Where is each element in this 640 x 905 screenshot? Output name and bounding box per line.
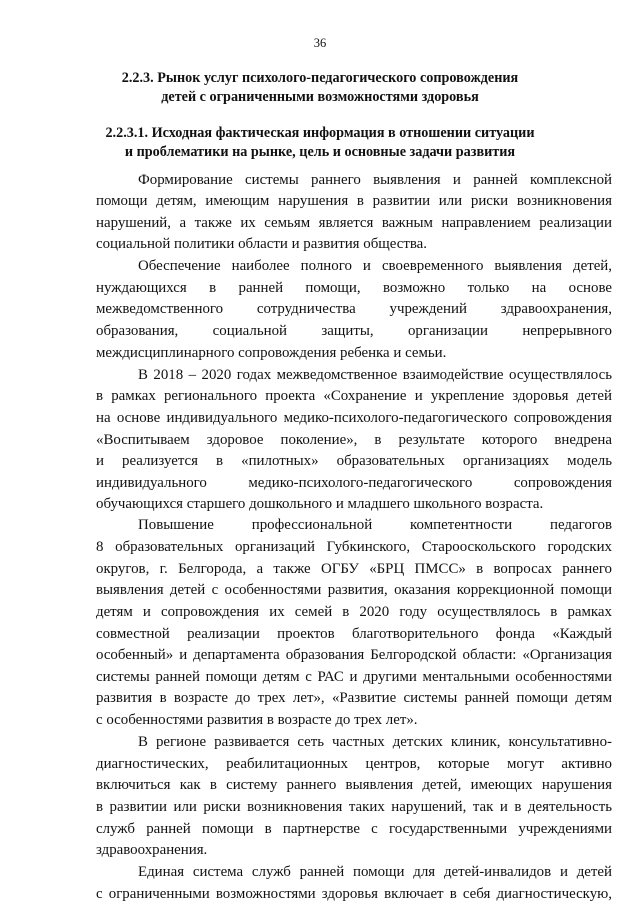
text-line: индивидуального медико-психолого-педагогического сопровождения xyxy=(96,475,612,491)
text-line: Формирование системы раннего выявления и ранней комплексной xyxy=(138,172,612,188)
text-line: здравоохранения. xyxy=(96,842,208,858)
page-number: 36 xyxy=(313,36,327,50)
text-line: Повышение профессиональной компетентности педагогов xyxy=(138,517,612,533)
text-line: округов, г. Белгорода, а также ОГБУ «БРЦ ПМСС» в вопросах раннего xyxy=(96,561,612,577)
text-line: межведомственного сотрудничества учреждений здравоохранения, xyxy=(96,301,612,317)
subsection-heading-line-2: и проблематики на рынке, цель и основные задачи развития xyxy=(124,144,516,160)
text-line: с ограниченными возможностями здоровья включает в себя диагностическую, xyxy=(96,886,612,902)
text-line: Обеспечение наиболее полного и своевременного выявления детей, xyxy=(138,258,612,274)
text-line: на основе индивидуального медико-психолого-педагогического сопровождения xyxy=(96,410,612,426)
text-line: Единая система служб ранней помощи для детей-инвалидов и детей xyxy=(138,864,612,880)
text-line: диагностических, реабилитационных центров, которые могут активно xyxy=(96,756,612,772)
text-line: В 2018 – 2020 годах межведомственное взаимодействие осуществлялось xyxy=(138,367,612,383)
text-line: выявления детей с особенностями развития, оказания коррекционной помощи xyxy=(96,582,612,598)
text-line: системы ранней помощи детям с РАС и другими ментальными особенностями xyxy=(96,669,612,685)
text-line: служб ранней помощи в партнерстве с государственными учреждениями xyxy=(96,821,612,837)
subsection-heading xyxy=(80,124,560,162)
text-line: развития в возрасте до трех лет», «Развитие системы ранней помощи детям xyxy=(96,690,612,706)
text-line: В регионе развивается сеть частных детских клиник, консультативно- xyxy=(138,734,612,750)
text-line: помощи детям, имеющим нарушения в развитии или риски возникновения xyxy=(96,193,612,209)
text-line: в развитии или риски возникновения таких нарушений, так и в деятельность xyxy=(96,799,612,815)
text-line: совместной реализации проектов благотворительного фонда «Каждый xyxy=(96,626,612,642)
text-line: междисциплинарного сопровождения ребенка и семьи. xyxy=(96,345,447,361)
section-heading-line-1: 2.2.3. Рынок услуг психолого-педагогического сопровождения xyxy=(121,70,519,86)
section-heading xyxy=(80,69,560,107)
text-line: нарушений, а также их семьям является важным направлением реализации xyxy=(96,215,612,231)
text-line: включиться как в систему раннего выявления детей, имеющих нарушения xyxy=(96,777,612,793)
text-line: 8 образовательных организаций Губкинского, Старооскольского городских xyxy=(96,539,612,555)
section-heading-line-2: детей с ограниченными возможностями здоровья xyxy=(161,89,479,105)
text-line: детям и сопровождения их семей в 2020 году осуществлялось в рамках xyxy=(96,604,612,620)
text-line: социальной политики области и развития общества. xyxy=(96,236,428,252)
text-line: нуждающихся в ранней помощи, возможно только на основе xyxy=(96,280,612,296)
text-line: обучающихся старшего дошкольного и младшего школьного возраста. xyxy=(96,496,544,512)
text-line: «Воспитываем здоровое поколение», в результате которого внедрена xyxy=(96,432,612,448)
text-line: особенный» и департамента образования Белгородской области: «Организация xyxy=(96,647,612,663)
text-line: с особенностями развития в возрасте до трех лет». xyxy=(96,712,418,728)
subsection-heading-line-1: 2.2.3.1. Исходная фактическая информация в отношении ситуации xyxy=(105,125,535,141)
text-line: в рамках регионального проекта «Сохранение и укрепление здоровья детей xyxy=(96,388,612,404)
text-line: образования, социальной защиты, организации непрерывного xyxy=(96,323,612,339)
text-line: и реализуется в «пилотных» образовательных организациях модель xyxy=(96,453,612,469)
